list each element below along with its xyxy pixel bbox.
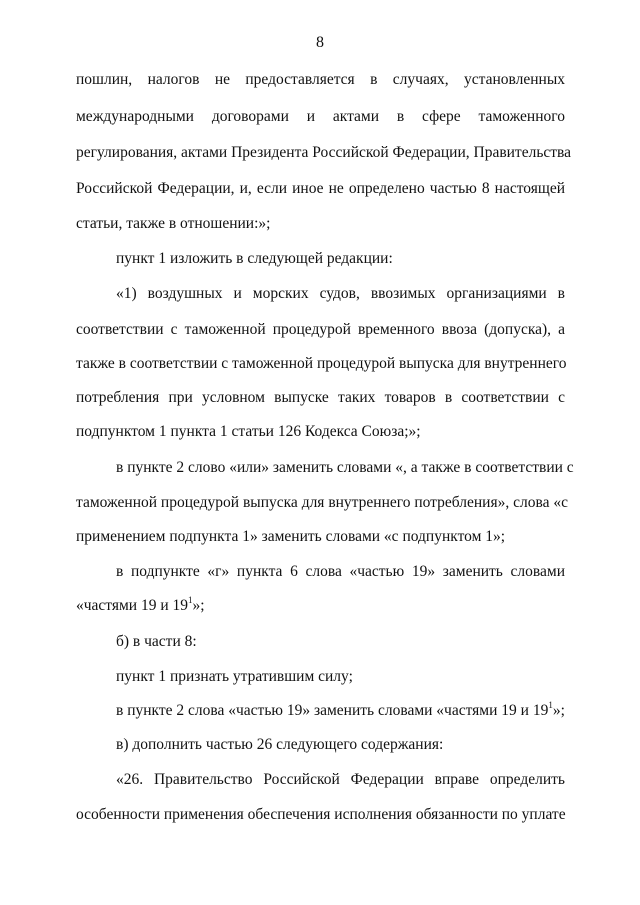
paragraph-line-2: международными договорами и актами в сфере таможенного — [76, 108, 565, 125]
paragraph-line-6: пункт 1 изложить в следующей редакции: — [116, 250, 393, 267]
paragraph-line-8: соответствии с таможенной процедурой временного ввоза (допуска), а — [76, 321, 565, 338]
paragraph-line-11: подпунктом 1 пункта 1 статьи 126 Кодекса Союза;»; — [76, 423, 421, 440]
paragraph-line-21: «26. Правительство Российской Федерации вправе определить — [116, 771, 565, 788]
paragraph-line-4: Российской Федерации, и, если иное не определено частью 8 настоящей — [76, 180, 565, 197]
paragraph-line-19-superscript: 1 — [548, 699, 553, 710]
paragraph-line-18: пункт 1 признать утратившим силу; — [116, 668, 353, 685]
paragraph-line-13: таможенной процедурой выпуска для внутреннего потребления», слова «с — [76, 494, 568, 511]
paragraph-line-16-end: »; — [192, 597, 205, 614]
page-number: 8 — [316, 34, 324, 51]
paragraph-line-9: также в соответствии с таможенной процедурой выпуска для внутреннего — [76, 355, 567, 372]
paragraph-line-1: пошлин, налогов не предоставляется в случаях, установленных — [76, 71, 565, 88]
paragraph-line-14: применением подпункта 1» заменить словами «с подпунктом 1»; — [76, 528, 506, 545]
paragraph-line-12: в пункте 2 слово «или» заменить словами «, а также в соответствии с — [116, 459, 574, 476]
paragraph-line-16-main: «частями 19 и 19 — [76, 597, 189, 614]
paragraph-line-3: регулирования, актами Президента Российской Федерации, Правительства — [76, 144, 572, 161]
paragraph-line-16-superscript: 1 — [188, 594, 193, 605]
paragraph-line-16 — [76, 596, 565, 616]
paragraph-line-5: статьи, также в отношении:»; — [76, 215, 271, 232]
paragraph-line-19-main: в пункте 2 слова «частью 19» заменить словами «частями 19 и 19 — [116, 702, 549, 719]
paragraph-line-20: в) дополнить частью 26 следующего содержания: — [116, 736, 444, 753]
paragraph-line-10: потребления при условном выпуске таких товаров в соответствии с — [76, 389, 565, 406]
paragraph-line-17: б) в части 8: — [116, 633, 197, 650]
paragraph-line-7: «1) воздушных и морских судов, ввозимых организациями в — [116, 285, 565, 302]
paragraph-line-19 — [116, 701, 565, 721]
paragraph-line-22: особенности применения обеспечения исполнения обязанности по уплате — [76, 806, 566, 823]
paragraph-line-15: в подпункте «г» пункта 6 слова «частью 19» заменить словами — [116, 563, 565, 580]
paragraph-line-19-end: »; — [552, 702, 565, 719]
